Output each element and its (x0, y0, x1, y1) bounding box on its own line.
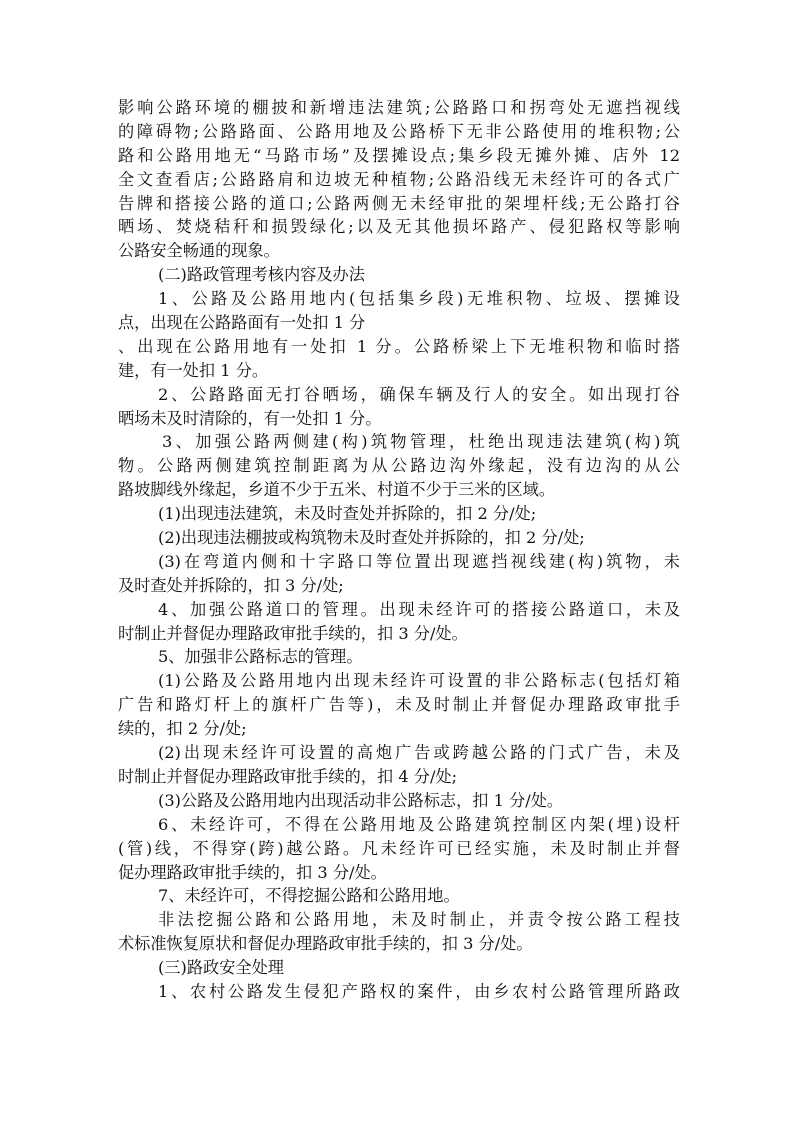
text-line: 6、未经许可，不得在公路用地及公路建筑控制区内架(埋)设杆 (158, 814, 680, 834)
text-line: (1)出现违法建筑，未及时查处并拆除的，扣 2 分/处; (158, 504, 537, 524)
text-line: 及时查处并拆除的，扣 3 分/处; (118, 575, 344, 595)
text-line: 全文查看店;公路路肩和边坡无种植物;公路沿线无未经许可的各式广 (118, 169, 680, 189)
text-line: (3)公路及公路用地内出现活动非公路标志，扣 1 分/处。 (158, 790, 564, 810)
text-line: (管)线，不得穿(跨)越公路。凡未经许可已经实施，未及时制止并督 (118, 838, 680, 858)
document-body (118, 96, 680, 1004)
text-line: 、出现在公路用地有一处扣 1 分。公路桥梁上下无堆积物和临时搭 (118, 336, 680, 356)
text-line: 晒场、焚烧秸秆和损毁绿化;以及无其他损坏路产、侵犯路权等影响 (118, 217, 680, 237)
text-line: (1)公路及公路用地内出现未经许可设置的非公路标志(包括灯箱 (158, 671, 680, 691)
text-line: (3)在弯道内侧和十字路口等位置出现遮挡视线建(构)筑物，未 (158, 551, 680, 571)
text-line: 的障碍物;公路路面、公路用地及公路桥下无非公路使用的堆积物;公 (118, 121, 680, 141)
text-line: (三)路政安全处理 (158, 958, 284, 978)
text-line: 晒场未及时清除的，有一处扣 1 分。 (118, 408, 382, 428)
text-line: 路坡脚线外缘起，乡道不少于五米、村道不少于三米的区域。 (118, 480, 556, 500)
text-line: 广告和路灯杆上的旗杆广告等)，未及时制止并督促办理路政审批手 (118, 695, 680, 715)
text-line: 点，出现在公路路面有一处扣 1 分 (118, 313, 366, 333)
text-line: 2、公路路面无打谷晒场，确保车辆及行人的安全。如出现打谷 (158, 384, 680, 404)
text-line: (2)出现违法棚披或构筑物未及时查处并拆除的，扣 2 分/处; (158, 528, 585, 548)
text-line: 时制止并督促办理路政审批手续的，扣 3 分/处。 (118, 623, 468, 643)
text-line: 5、加强非公路标志的管理。 (158, 647, 363, 667)
text-line: 7、未经许可，不得挖掘公路和公路用地。 (158, 886, 460, 906)
text-line: 1、公路及公路用地内(包括集乡段)无堆积物、垃圾、摆摊设 (158, 289, 680, 309)
text-line: 非法挖掘公路和公路用地，未及时制止，并责令按公路工程技 (158, 910, 680, 930)
text-line: 促办理路政审批手续的，扣 3 分/处。 (118, 862, 387, 882)
text-line: (二)路政管理考核内容及办法 (158, 265, 365, 285)
text-line: 建，有一处扣 1 分。 (118, 360, 269, 380)
text-line: 时制止并督促办理路政审批手续的，扣 4 分/处; (118, 766, 458, 786)
text-line: (2)出现未经许可设置的高炮广告或跨越公路的门式广告，未及 (158, 743, 680, 763)
text-line: 路和公路用地无“马路市场”及摆摊设点;集乡段无摊外摊、店外 12 (118, 145, 680, 165)
text-line: 影响公路环境的棚披和新增违法建筑;公路路口和拐弯处无遮挡视线 (118, 98, 680, 117)
text-line: 续的，扣 2 分/处; (118, 719, 247, 739)
text-line: 1、农村公路发生侵犯产路权的案件，由乡农村公路管理所路政 (158, 981, 680, 1001)
text-line: 公路安全畅通的现象。 (118, 241, 280, 261)
text-line: 告牌和搭接公路的道口;公路两侧无未经审批的架埋杆线;无公路打谷 (118, 193, 680, 213)
text-line: 术标准恢复原状和督促办理路政审批手续的，扣 3 分/处。 (118, 934, 533, 954)
text-line: 3、加强公路两侧建(构)筑物管理，杜绝出现违法建筑(构)筑 (162, 432, 680, 452)
text-line: 物。公路两侧建筑控制距离为从公路边沟外缘起，没有边沟的从公 (118, 456, 680, 476)
text-line: 4、加强公路道口的管理。出现未经许可的搭接公路道口，未及 (158, 599, 680, 619)
